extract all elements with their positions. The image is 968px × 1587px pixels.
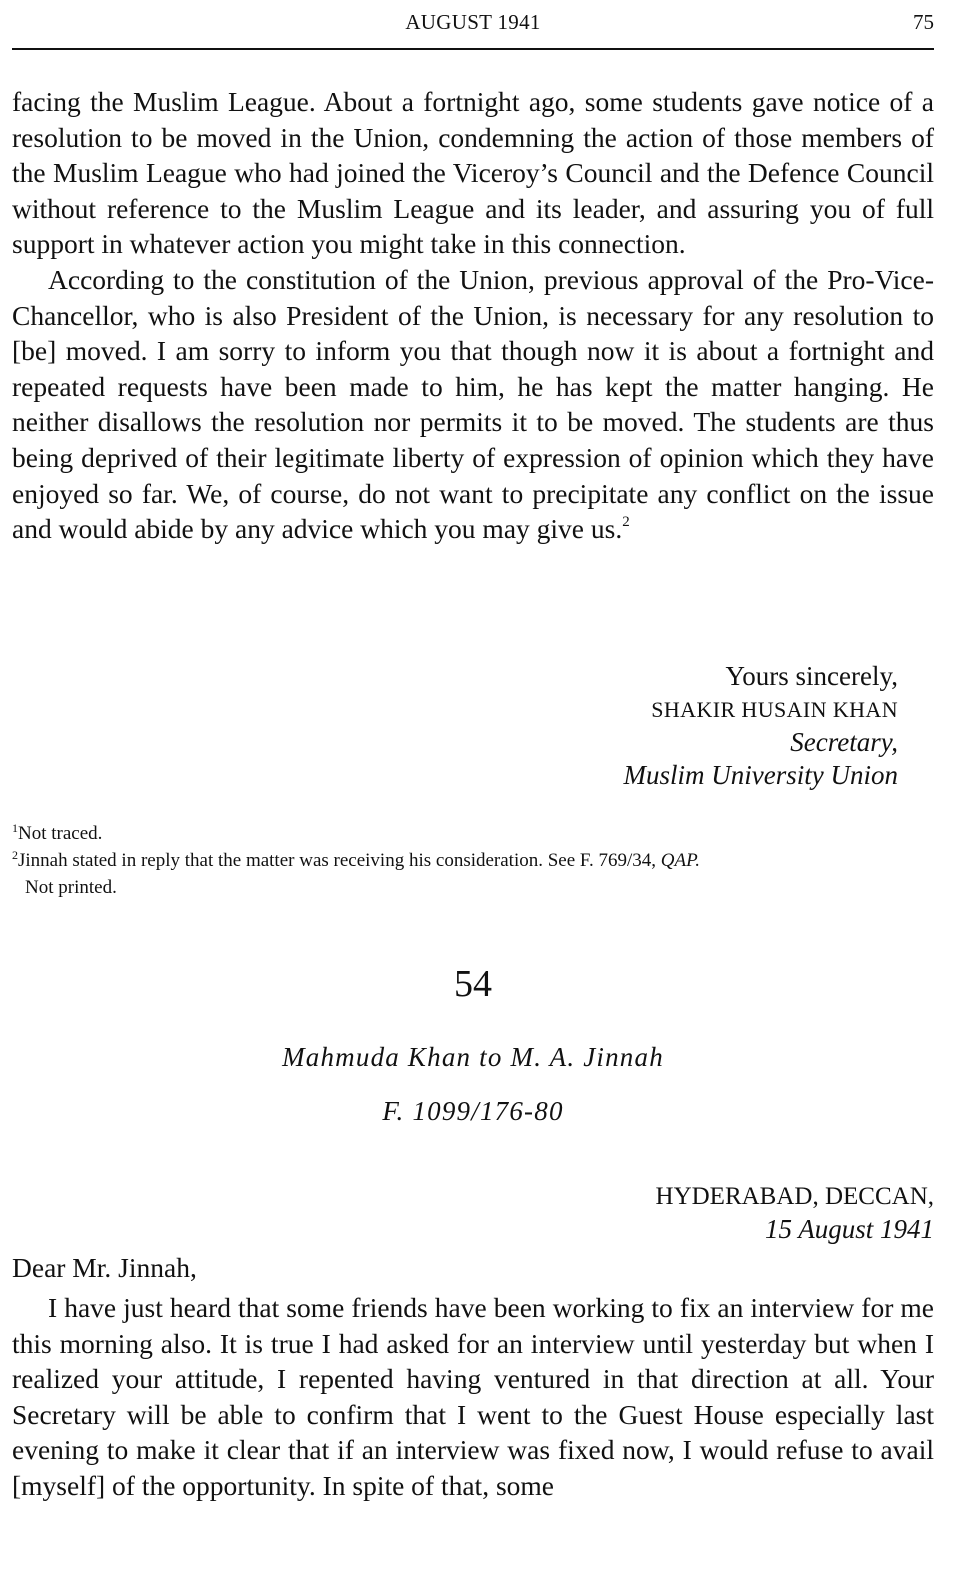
document-number: 54	[454, 963, 492, 1005]
letter-53-paragraph-1: facing the Muslim League. About a fortnight ago, some students gave notice of a resolution to be moved in the Union, condemning the action of those members of the Muslim League who had joined the Viceroy’s Council and the Defence Council without reference to the Muslim League and its leader, and assuring you of full support in whatever action you might take in this connection.	[12, 86, 934, 260]
letter-54-paragraph-1: I have just heard that some friends have been working to fix an interview for me this morning also. It is true I had asked for an interview until yesterday but when I realized your attitude, I repented having ventured in that direction at all. Your Secretary will be able to confirm that I went to the Guest House especially last evening to make it clear that if an interview was fixed now, I would refuse to avail [myself] of the opportunity. In spite of that, some	[12, 1292, 934, 1501]
letter-54-place: HYDERABAD, DECCAN,	[655, 1183, 934, 1210]
signatory-designation: Secretary,	[790, 727, 898, 757]
signatory-organization: Muslim University Union	[623, 760, 898, 790]
footnote-2-mark: 2	[12, 848, 18, 862]
letter-54-body	[12, 1290, 934, 1504]
footnote-2-source: QAP.	[660, 850, 700, 871]
document-file-reference: F. 1099/176-80	[382, 1096, 564, 1126]
footnote-reference-2: 2	[622, 514, 630, 531]
signatory-name: SHAKIR HUSAIN KHAN	[651, 697, 898, 722]
footnote-1	[12, 820, 934, 847]
document-heading: Mahmuda Khan to M. A. Jinnah	[282, 1042, 664, 1072]
letter-54-salutation: Dear Mr. Jinnah,	[12, 1252, 197, 1283]
footnotes	[12, 820, 934, 901]
footnote-2-continuation: Not printed.	[25, 877, 117, 898]
letter-53-paragraph-2-text: According to the constitution of the Union, previous approval of the Pro-Vice-Chancellor, who is also President of the Union, is necessary for any resolution to [be] moved. I am sorry to inform you that though now it is about a fortnight and repeated requests have been made to him, he has kept the matter hanging. He neither disallows the resolution nor permits it to be moved. The students are thus being deprived of their legitimate liberty of expression of opinion which they have enjoyed so far. We, of course, do not want to precipitate any conflict on the issue and would abide by any advice which you may give us.	[12, 263, 934, 545]
footnote-1-mark: 1	[12, 821, 18, 835]
letter-54-date: 15 August 1941	[764, 1214, 934, 1244]
running-title: AUGUST 1941	[405, 10, 541, 34]
letter-53-signature-block	[624, 660, 898, 792]
letter-54-address	[656, 1180, 934, 1246]
closing-phrase: Yours sincerely,	[725, 661, 898, 691]
footnote-2	[12, 847, 934, 874]
running-head	[12, 6, 934, 36]
footnote-2-text: Jinnah stated in reply that the matter was receiving his consideration. See F. 769/34,	[18, 850, 661, 871]
header-rule	[12, 48, 934, 50]
footnote-1-text: Not traced.	[18, 823, 103, 844]
letter-53-body	[12, 84, 934, 547]
letter-53-paragraph-2	[12, 262, 934, 547]
page-number: 75	[913, 10, 934, 34]
